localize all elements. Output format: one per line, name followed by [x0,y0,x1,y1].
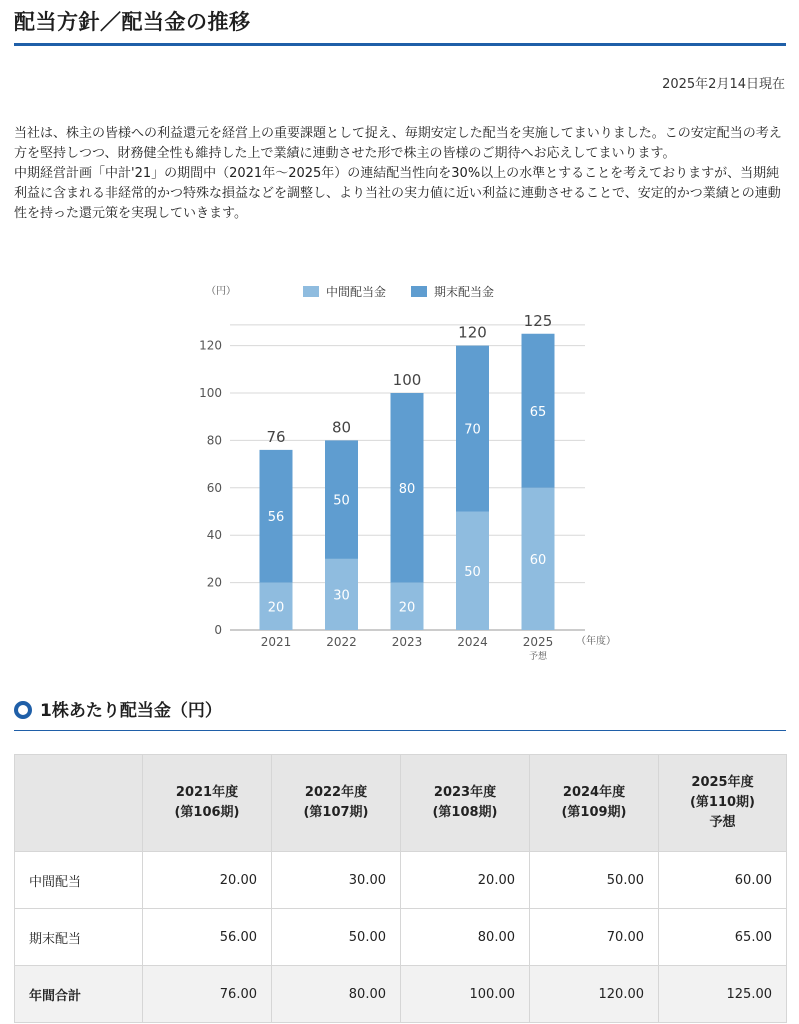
row-label: 期末配当 [15,909,143,966]
table-header-2025: 2025年度 (第110期) 予想 [659,755,787,852]
table-cell: 20.00 [401,852,530,909]
x-tick-label: 2023 [391,635,423,649]
y-tick-label: 80 [206,433,222,448]
y-unit-label: （円） [206,286,236,297]
legend-swatch [303,286,319,297]
y-tick-label: 0 [214,623,222,637]
x-tick-label: 2021 [260,635,292,649]
x-tick-note: 予想 [528,652,548,662]
bar-value-label: 56 [267,510,285,526]
section-header [14,693,786,733]
legend-label: 中間配当金 [326,285,387,299]
table-row-year-end [15,909,787,966]
x-tick-label: 2024 [457,635,488,649]
bar-total-label: 80 [331,418,352,437]
table-cell: 100.00 [401,966,530,1023]
table-cell: 30.00 [272,852,401,909]
y-tick-label: 120 [199,338,222,353]
table-cell: 76.00 [143,966,272,1023]
table-header-2022: 2022年度 (第107期) [272,755,401,852]
table-header-2024: 2024年度 (第109期) [530,755,659,852]
table-header-2021: 2021年度 (第106期) [143,755,272,852]
table-cell: 56.00 [143,909,272,966]
title-divider [14,43,786,46]
table-cell: 50.00 [530,852,659,909]
dividend-table [14,754,787,1023]
bar-value-label: 80 [398,481,416,497]
bar-value-label: 20 [398,600,416,616]
legend-label: 期末配当金 [434,285,495,299]
section-title: 1株あたり配当金（円） [40,701,222,721]
bar-total-label: 125 [523,311,553,330]
table-cell: 80.00 [401,909,530,966]
bar-value-label: 65 [529,404,547,420]
table-cell: 70.00 [530,909,659,966]
legend-swatch [411,286,427,297]
bar-value-label: 20 [267,600,285,616]
as-of-date: 2025年2月14日現在 [662,77,785,92]
bar-total-label: 100 [392,371,422,389]
table-row-interim [15,852,787,909]
table-cell: 80.00 [272,966,401,1023]
x-unit-label: （年度） [576,636,616,647]
row-label: 中間配当 [15,852,143,909]
table-cell: 65.00 [659,909,787,966]
y-tick-label: 60 [206,480,222,495]
policy-paragraph-2: 中期経営計画「中計'21」の期間中（2021年〜2025年）の連結配当性向を30%以上の水準とすることを考えておりますが、当期純利益に含まれる非経常的かつ特殊な損益などを調整し、より当社の実力値に近い利益に連動させることで、安定的かつ業績との連動性を持った還元策を実現していきます。 [14,166,781,221]
dividend-chart [190,272,616,667]
table-cell: 120.00 [530,966,659,1023]
table-header-2023: 2023年度 (第108期) [401,755,530,852]
table-cell: 50.00 [272,909,401,966]
y-tick-label: 20 [206,575,222,590]
bar-value-label: 50 [464,564,481,580]
section-divider [14,730,786,731]
x-tick-label: 2022 [326,635,357,649]
table-header-row [15,755,787,852]
bar-total-label: 120 [458,323,487,342]
policy-text [14,124,786,224]
circle-bullet-icon [14,701,32,719]
bar-value-label: 60 [529,552,547,568]
table-cell: 20.00 [143,852,272,909]
table-row-annual-total [15,966,787,1023]
table-header-corner [15,755,143,852]
page-title: 配当方針／配当金の推移 [14,10,251,34]
y-tick-label: 40 [206,528,222,543]
table-cell: 125.00 [659,966,787,1023]
bar-value-label: 30 [333,588,350,604]
table-cell: 60.00 [659,852,787,909]
x-tick-label: 2025 [522,635,554,649]
bar-value-label: 70 [464,422,481,438]
policy-paragraph-1: 当社は、株主の皆様への利益還元を経営上の重要課題として捉え、毎期安定した配当を実施してまいりました。この安定配当の考え方を堅持しつつ、財務健全性も維持した上で業績に連動させた形で株主の皆様のご期待へお応えしてまいります。 [14,126,782,161]
bar-value-label: 50 [333,493,350,509]
y-tick-label: 100 [199,386,222,400]
bar-total-label: 76 [266,427,286,446]
row-label: 年間合計 [15,966,143,1023]
